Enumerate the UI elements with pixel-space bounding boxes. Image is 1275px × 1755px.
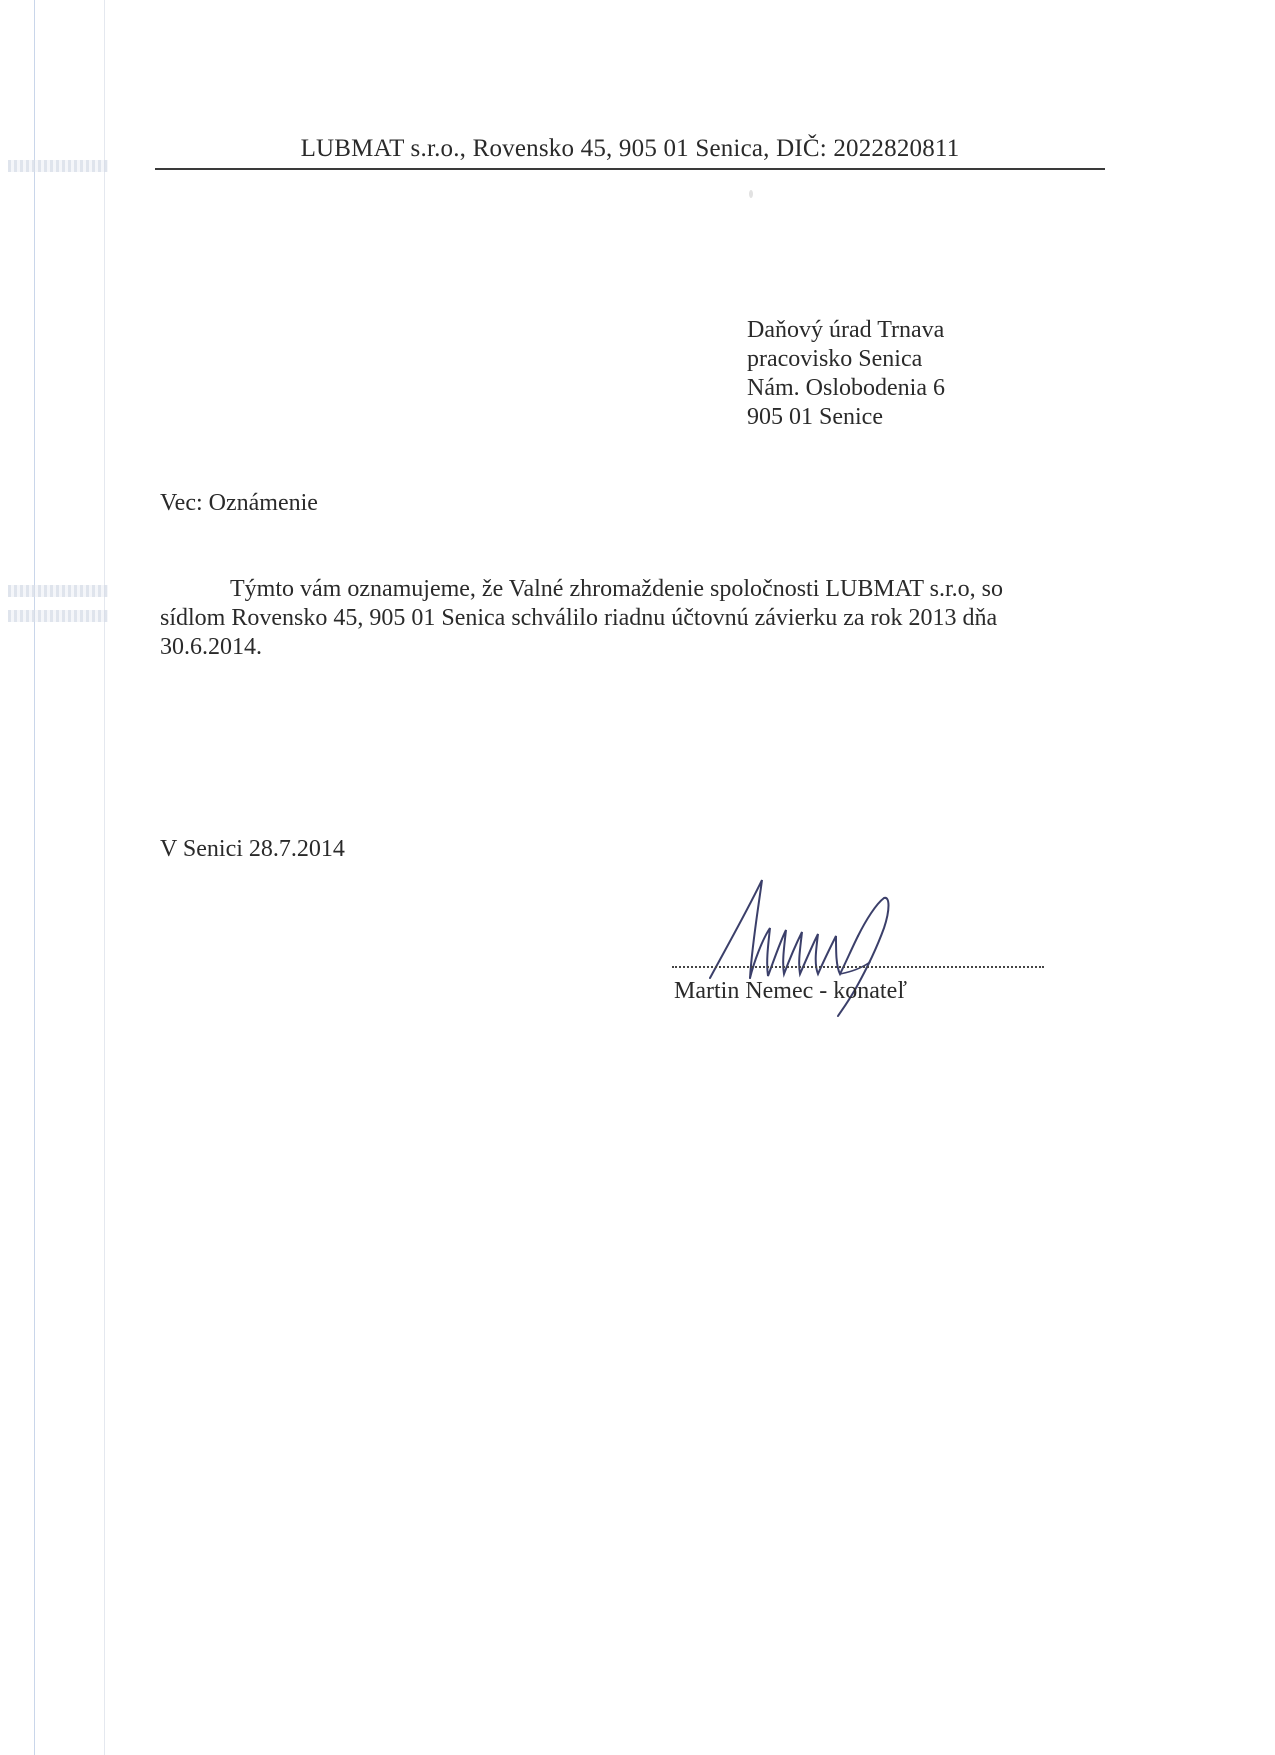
letterhead-company-line: LUBMAT s.r.o., Rovensko 45, 905 01 Senica, DIČ: 2022820811 xyxy=(300,135,960,162)
body-line: Týmto vám oznamujeme, že Valné zhromaždenie spoločnosti LUBMAT s.r.o, so xyxy=(230,576,1003,602)
signer-name: Martin Nemec - konateľ xyxy=(674,978,907,1004)
scan-edge-artifacts xyxy=(0,0,110,1755)
scan-line xyxy=(104,0,105,1755)
recipient-address xyxy=(747,316,945,432)
signature-dotted-line xyxy=(672,966,1044,968)
subject-line: Vec: Oznámenie xyxy=(160,490,318,516)
scan-smudge xyxy=(749,190,753,198)
scan-band xyxy=(8,610,108,622)
scan-band xyxy=(8,585,108,597)
recipient-line: 905 01 Senice xyxy=(747,404,883,430)
recipient-line: pracovisko Senica xyxy=(747,346,923,372)
body-line: 30.6.2014. xyxy=(160,634,262,660)
recipient-line: Nám. Oslobodenia 6 xyxy=(747,375,945,401)
scan-band xyxy=(8,160,108,172)
letterhead-rule xyxy=(155,168,1105,170)
recipient-line: Daňový úrad Trnava xyxy=(747,317,945,343)
place-and-date: V Senici 28.7.2014 xyxy=(160,836,345,862)
scan-line xyxy=(34,0,35,1755)
body-line: sídlom Rovensko 45, 905 01 Senica schválilo riadnu účtovnú závierku za rok 2013 dňa xyxy=(160,605,998,631)
letter-body xyxy=(160,575,1070,662)
